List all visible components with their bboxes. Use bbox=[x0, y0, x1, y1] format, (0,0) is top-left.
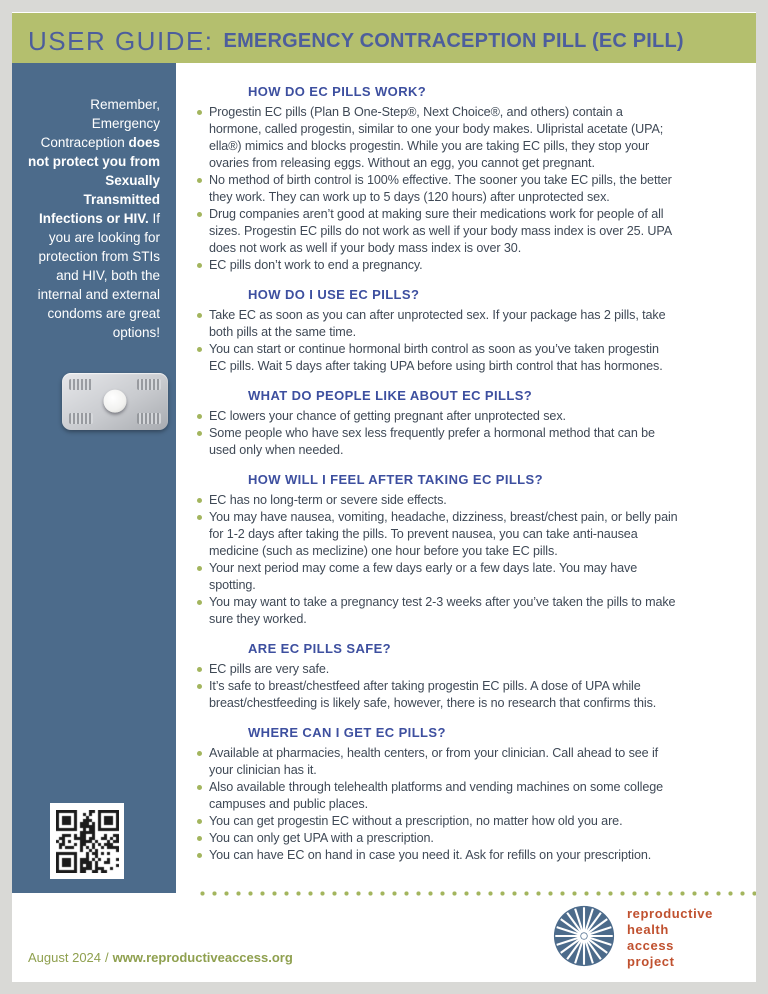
bullet-item: You can start or continue hormonal birth control as soon as you’ve taken progestin EC pills. Wait 5 days after taking UPA before using birth control that has hormones. bbox=[196, 341, 678, 375]
dotted-separator bbox=[200, 891, 756, 897]
sidebar-warning-note bbox=[12, 63, 176, 342]
logo-word: health bbox=[627, 922, 669, 937]
logo-word: reproductive bbox=[627, 906, 713, 921]
bullet-item: Your next period may come a few days early or a few days late. You may have spotting. bbox=[196, 560, 678, 594]
bullet-item: No method of birth control is 100% effective. The sooner you take EC pills, the better they work. They can work up to 5 days (120 hours) after unprotected sex. bbox=[196, 172, 678, 206]
section-heading: HOW WILL I FEEL AFTER TAKING EC PILLS? bbox=[248, 472, 543, 487]
section-heading: HOW DO EC PILLS WORK? bbox=[248, 84, 427, 99]
page-title-prefix: USER GUIDE: bbox=[28, 25, 214, 56]
bullet-item: It’s safe to breast/chestfeed after taking progestin EC pills. A dose of UPA while breast/chestfeeding is likely safe, however, there is no research that confirms this. bbox=[196, 678, 678, 712]
bullet-item: You can only get UPA with a prescription. bbox=[196, 830, 678, 847]
ec-pill bbox=[104, 389, 127, 412]
bullet-item: Available at pharmacies, health centers, or from your clinician. Call ahead to see if your clinician has it. bbox=[196, 745, 678, 779]
bullet-item: EC pills are very safe. bbox=[196, 661, 678, 678]
footer-date-line bbox=[28, 950, 293, 965]
section-bullet-list bbox=[196, 104, 678, 274]
section-bullet-list bbox=[196, 307, 678, 375]
logo-word: access bbox=[627, 938, 674, 953]
bullet-item: You may want to take a pregnancy test 2-3 weeks after you’ve taken the pills to make sure they worked. bbox=[196, 594, 678, 628]
bullet-item: Some people who have sex less frequently prefer a hormonal method that can be used only when needed. bbox=[196, 425, 678, 459]
blister-texture bbox=[69, 413, 93, 424]
bullet-item: You can have EC on hand in case you need it. Ask for refills on your prescription. bbox=[196, 847, 678, 864]
section-heading: WHAT DO PEOPLE LIKE ABOUT EC PILLS? bbox=[248, 388, 533, 403]
footer-url: www.reproductiveaccess.org bbox=[112, 950, 293, 965]
pinwheel-logo-icon bbox=[553, 905, 615, 967]
bullet-item: Take EC as soon as you can after unprotected sex. If your package has 2 pills, take both pills at the same time. bbox=[196, 307, 678, 341]
bullet-item: Drug companies aren’t good at making sure their medications work for people of all sizes. Progestin EC pills do not work as well if your body mass index is over 25. UPA does not work as well if your body mass index is over 30. bbox=[196, 206, 678, 257]
org-logo-wordmark bbox=[627, 905, 713, 970]
logo-word: project bbox=[627, 954, 675, 969]
bullet-item: You can get progestin EC without a prescription, no matter how old you are. bbox=[196, 813, 678, 830]
sidebar-note-intro: Remember, Emergency Contraception bbox=[40, 97, 160, 150]
blister-texture bbox=[137, 413, 161, 424]
header-band bbox=[12, 13, 756, 63]
section-bullet-list bbox=[196, 745, 678, 864]
blister-texture bbox=[69, 379, 93, 390]
bullet-item: EC pills don’t work to end a pregnancy. bbox=[196, 257, 678, 274]
footer-date: August 2024 bbox=[28, 950, 102, 965]
footer-separator: / bbox=[105, 950, 109, 965]
document-page bbox=[12, 12, 756, 982]
bullet-item: Progestin EC pills (Plan B One-Step®, Next Choice®, and others) contain a hormone, called progestin, similar to one your body makes. Ulipristal acetate (UPA; ella®) mimics and blocks progestin. While you are taking EC pills, they stop your ovaries from releasing eggs. Without an egg, you cannot get pregnant. bbox=[196, 104, 678, 172]
section-heading: HOW DO I USE EC PILLS? bbox=[248, 287, 420, 302]
section-bullet-list bbox=[196, 492, 678, 628]
blister-texture bbox=[137, 379, 161, 390]
content-sections bbox=[176, 63, 756, 864]
qr-code-box bbox=[50, 803, 124, 879]
section-bullet-list bbox=[196, 661, 678, 712]
page-title: EMERGENCY CONTRACEPTION PILL (EC PILL) bbox=[223, 29, 684, 52]
bullet-item: Also available through telehealth platforms and vending machines on some college campuses and public places. bbox=[196, 779, 678, 813]
qr-code bbox=[56, 810, 119, 873]
bullet-item: You may have nausea, vomiting, headache, dizziness, breast/chest pain, or belly pain for 1-2 days after taking the pills. To prevent nausea, you can take anti-nausea medicine (such as meclizine) one hour before you take EC pills. bbox=[196, 509, 678, 560]
sidebar-note-bold: does not protect you from Sexually Transmitted Infections or HIV. bbox=[28, 135, 160, 226]
bullet-item: EC lowers your chance of getting pregnant after unprotected sex. bbox=[196, 408, 678, 425]
section-heading: WHERE CAN I GET EC PILLS? bbox=[248, 725, 446, 740]
org-logo bbox=[553, 905, 713, 970]
section-bullet-list bbox=[196, 408, 678, 459]
sidebar-note-rest: If you are looking for protection from STIs and HIV, both the internal and external condoms are great options! bbox=[37, 211, 160, 340]
sidebar bbox=[12, 63, 176, 893]
ec-pill-blister-pack-image bbox=[62, 373, 168, 430]
bullet-item: EC has no long-term or severe side effects. bbox=[196, 492, 678, 509]
section-heading: ARE EC PILLS SAFE? bbox=[248, 641, 391, 656]
